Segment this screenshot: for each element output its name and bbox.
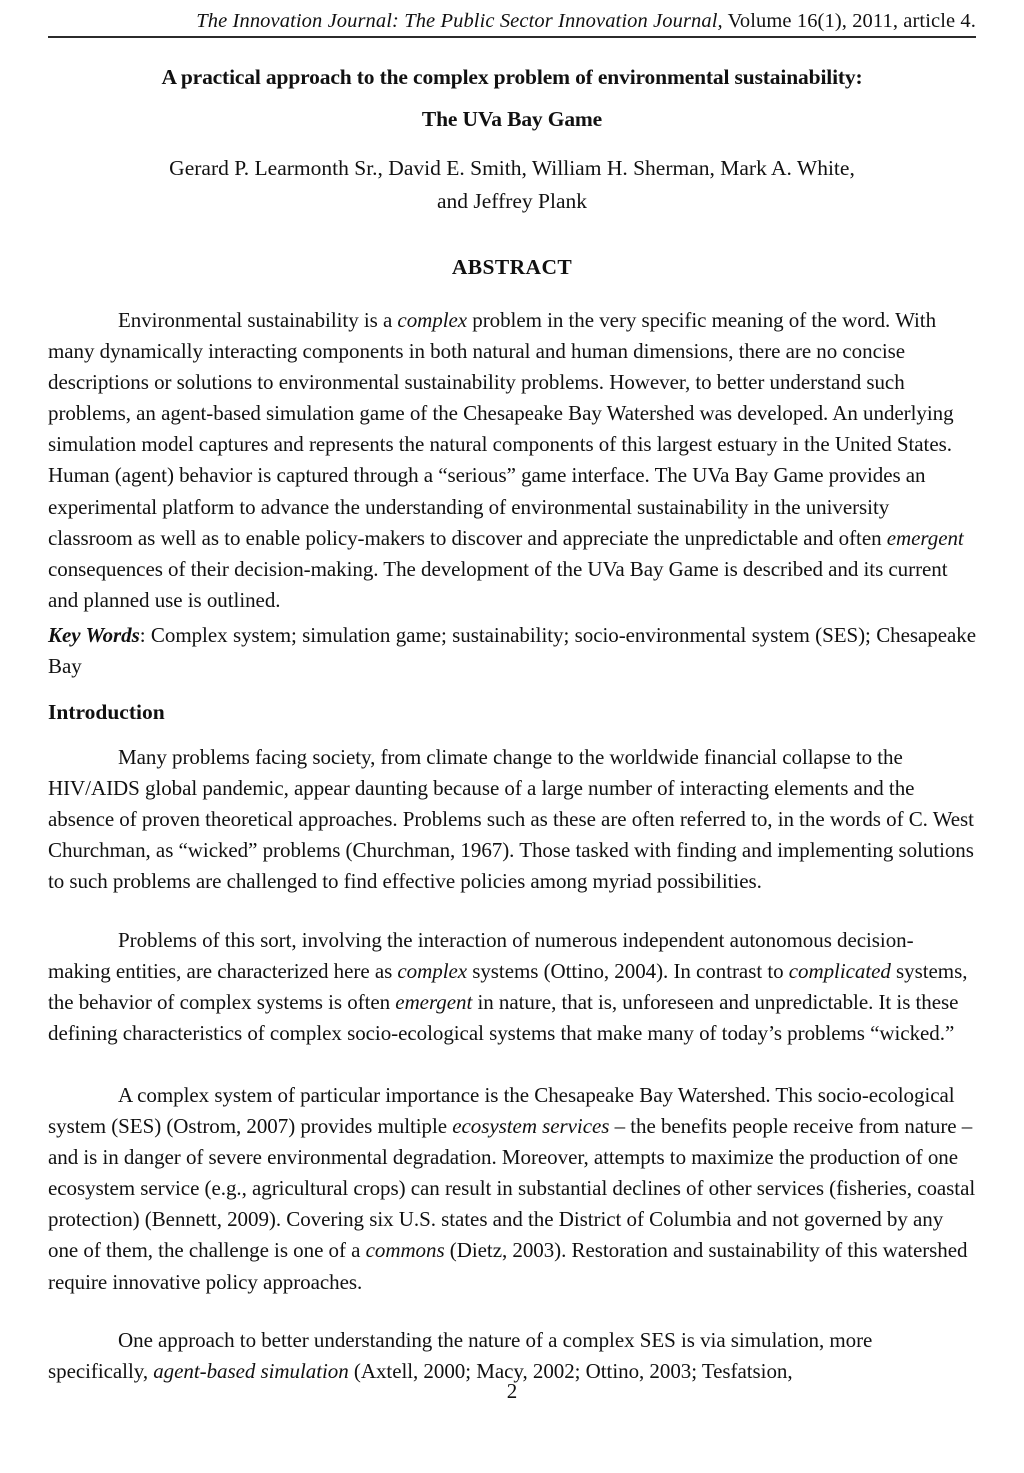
keywords-text: : Complex system; simulation game; sustainability; socio-environmental system (SES); Chesapeake Bay: [48, 623, 977, 679]
p4-emphasis-agent-based-simulation: agent-based simulation: [153, 1359, 349, 1384]
abstract-seg-3: consequences of their decision-making. The development of the UVa Bay Game is described and its current and planned use is outlined.: [48, 556, 948, 612]
p2-seg-4: in nature, that is, unforeseen and unpredictable. It is these defining characteristics of complex socio-ecological systems that make many of today’s problems “wicked.”: [48, 990, 959, 1046]
p3-seg-2: – the benefits people receive from nature – and is in danger of severe environmental degradation. Moreover, attempts to maximize the production of one ecosystem service (e.g., agricultural crops) can result in substantial declines of other services (fisheries, coastal protection) (Bennett, 2009). Covering six U.S. states and the District of Columbia and not governed by any one of them, the challenge is one of a: [48, 1114, 976, 1263]
section-heading-introduction: Introduction: [48, 700, 165, 724]
intro-paragraph-1: Many problems facing society, from climate change to the worldwide financial collapse to the HIV/AIDS global pandemic, appear daunting because of a large number of interacting elements and the absence of proven theoretical approaches. Problems such as these are often referred to, in the words of C. West Churchman, as “wicked” problems (Churchman, 1967). Those tasked with finding and implementing solutions to such problems are challenged to find effective policies among myriad possibilities.: [48, 745, 974, 894]
intro-paragraph-2-wrapper: [48, 925, 976, 1049]
page-title: [62, 56, 962, 140]
abstract-paragraph: [48, 305, 976, 616]
p2-seg-3: systems, the behavior of complex systems is often: [48, 959, 968, 1015]
keywords-section: [48, 620, 976, 682]
p2-emphasis-emergent: emergent: [395, 990, 473, 1015]
p3-seg-3: (Dietz, 2003). Restoration and sustainability of this watershed require innovative policy approaches.: [48, 1238, 968, 1294]
abstract-emphasis-complex: complex: [397, 308, 468, 332]
page-number: 2: [506, 1379, 518, 1403]
p2-seg-2: systems (Ottino, 2004). In contrast to: [467, 959, 789, 984]
abstract-emphasis-emergent: emergent: [886, 525, 964, 550]
keywords-paragraph: [48, 620, 976, 682]
issue-info: Volume 16(1), 2011, article 4.: [722, 10, 976, 32]
abstract-section: [48, 305, 976, 616]
running-header-text: [196, 10, 976, 32]
p4-seg-1: One approach to better understanding the nature of a complex SES is via simulation, more specifically,: [48, 1328, 873, 1384]
author-line-2: and Jeffrey Plank: [436, 189, 588, 213]
abstract-seg-1: Environmental sustainability is a: [118, 308, 398, 332]
abstract-heading: ABSTRACT: [451, 255, 573, 279]
p3-emphasis-ecosystem-services: ecosystem services: [452, 1114, 610, 1139]
p2-seg-1: Problems of this sort, involving the interaction of numerous independent autonomous decision-making entities, are characterized here as: [48, 928, 914, 984]
intro-paragraph-3-wrapper: [48, 1080, 976, 1298]
p3-emphasis-commons: commons: [365, 1238, 445, 1263]
intro-paragraph-1-wrapper: [48, 742, 976, 897]
intro-paragraph-2: [48, 925, 976, 1049]
title-line-2: The UVa Bay Game: [421, 107, 603, 131]
title-line-1: A practical approach to the complex problem of environmental sustainability:: [161, 65, 863, 89]
p3-seg-1: A complex system of particular importance is the Chesapeake Bay Watershed. This socio-ecological system (SES) (Ostrom, 2007) provides multiple: [48, 1083, 955, 1139]
journal-name: The Innovation Journal: The Public Sector Innovation Journal,: [196, 10, 723, 32]
p2-emphasis-complex: complex: [397, 959, 468, 984]
abstract-seg-2: problem in the very specific meaning of the word. With many dynamically interacting components in both natural and human dimensions, there are no concise descriptions or solutions to environmental sustainability problems. However, to better understand such problems, an agent-based simulation game of the Chesapeake Bay Watershed was developed. An underlying simulation model captures and represents the natural components of this largest estuary in the United States. Human (agent) behavior is captured through a “serious” game interface. The UVa Bay Game provides an experimental platform to advance the understanding of environmental sustainability in the university classroom as well as to enable policy-makers to discover and appreciate the unpredictable and often: [48, 308, 954, 550]
p4-seg-2: (Axtell, 2000; Macy, 2002; Ottino, 2003; Tesfatsion,: [348, 1359, 793, 1384]
author-list: [62, 152, 962, 218]
keywords-label: Key Words: [48, 623, 140, 647]
p2-emphasis-complicated: complicated: [788, 959, 891, 984]
running-header: [48, 8, 976, 38]
author-line-1: Gerard P. Learmonth Sr., David E. Smith, William H. Sherman, Mark A. White,: [169, 156, 855, 180]
intro-paragraph-3: [48, 1080, 976, 1298]
